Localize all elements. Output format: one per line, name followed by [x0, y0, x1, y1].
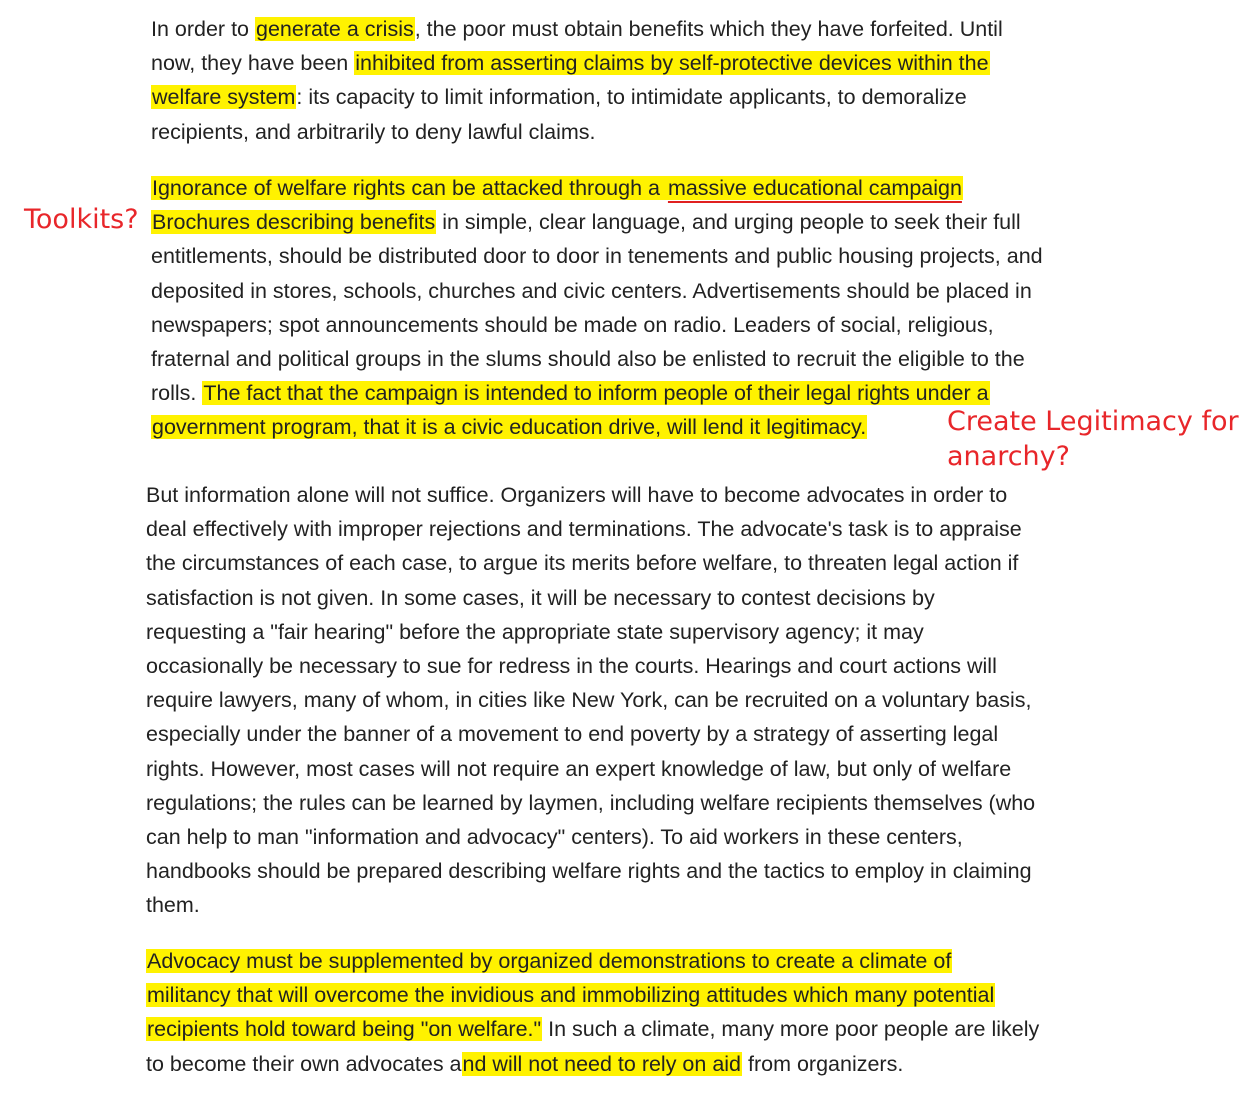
- highlight: The fact that the campaign is intended to inform people of their legal rights under a: [203, 381, 989, 406]
- highlight: Ignorance of welfare rights can be attacked through a: [152, 176, 666, 200]
- annotation-legitimacy-line-2: anarchy?: [947, 441, 1070, 472]
- paragraph-2: [151, 171, 1043, 445]
- paragraph-4: [146, 944, 1039, 1081]
- highlight: nd will not need to rely on aid: [462, 1051, 742, 1076]
- paragraph-1-line-2: now, they have been inhibited from asserting claims by self-protective devices within the: [151, 51, 989, 76]
- paragraph-2-line-4: deposited in stores, schools, churches and civic centers. Advertisements should be placed in: [151, 278, 1032, 303]
- paragraph-3-line: regulations; the rules can be learned by laymen, including welfare recipients themselves (who: [146, 790, 1036, 815]
- paragraph-3-line: them.: [146, 893, 200, 918]
- paragraph-4-line-3: recipients hold toward being "on welfare." In such a climate, many more poor people are likely: [147, 1017, 1040, 1042]
- paragraph-2-line-6: fraternal and political groups in the slums should also be enlisted to recruit the eligible to the: [151, 346, 1025, 371]
- paragraph-3-line: rights. However, most cases will not require an expert knowledge of law, but only of welfare: [146, 756, 1012, 781]
- highlight: welfare system: [152, 85, 296, 110]
- highlight: Advocacy must be supplemented by organized demonstrations to create a climate of: [147, 949, 952, 973]
- underlined-highlight: massive educational campaign: [667, 176, 962, 200]
- annotation-legitimacy-line-1: Create Legitimacy for: [947, 406, 1239, 437]
- paragraph-3: [146, 478, 1035, 922]
- paragraph-3-line: deal effectively with improper rejections and terminations. The advocate's task is to appraise: [146, 517, 1022, 542]
- paragraph-2-line-8: [151, 410, 1043, 444]
- paragraph-3-line: require lawyers, many of whom, in cities like New York, can be recruited on a voluntary basis,: [146, 688, 1032, 713]
- highlight: generate a crisis: [255, 17, 414, 41]
- paragraph-2-line-1: [151, 171, 1043, 205]
- paragraph-4-line-2: [146, 978, 1039, 1012]
- paragraph-4-line-4: to become their own advocates and will not need to rely on aid from organizers.: [146, 1051, 904, 1076]
- paragraph-2-line-5: newspapers; spot announcements should be made on radio. Leaders of social, religious,: [151, 312, 994, 337]
- paragraph-1: [151, 12, 1003, 149]
- highlight: government program, that it is a civic education drive, will lend it legitimacy.: [152, 415, 867, 440]
- highlight: militancy that will overcome the invidious and immobilizing attitudes which many potential: [147, 983, 995, 1008]
- highlight: recipients hold toward being "on welfare.": [147, 1017, 542, 1042]
- highlight: Brochures describing benefits: [152, 210, 436, 235]
- annotation-toolkits: Toolkits?: [24, 204, 139, 235]
- paragraph-3-line: handbooks should be prepared describing welfare rights and the tactics to employ in claiming: [146, 859, 1032, 884]
- paragraph-3-line: the circumstances of each case, to argue its merits before welfare, to threaten legal action if: [146, 551, 1019, 576]
- paragraph-2-line-7: rolls. The fact that the campaign is intended to inform people of their legal rights under a: [151, 381, 989, 406]
- paragraph-3-line: But information alone will not suffice. Organizers will have to become advocates in order to: [146, 483, 1008, 507]
- paragraph-3-line: especially under the banner of a movement to end poverty by a strategy of asserting legal: [146, 722, 999, 747]
- paragraph-3-line: requesting a "fair hearing" before the appropriate state supervisory agency; it may: [146, 619, 924, 644]
- paragraph-3-line: occasionally be necessary to sue for redress in the courts. Hearings and court actions will: [146, 653, 997, 678]
- paragraph-3-line: can help to man "information and advocacy" centers). To aid workers in these centers,: [146, 824, 963, 849]
- paragraph-2-line-3: entitlements, should be distributed door to door in tenements and public housing projects, and: [151, 244, 1043, 269]
- paragraph-1-line-1: In order to generate a crisis, the poor must obtain benefits which they have forfeited. Until: [151, 17, 1003, 41]
- highlight: inhibited from asserting claims by self-protective devices within the: [355, 51, 989, 76]
- paragraph-4-line-1: [146, 944, 1039, 978]
- paragraph-3-line: satisfaction is not given. In some cases, it will be necessary to contest decisions by: [146, 585, 935, 610]
- paragraph-1-line-4: recipients, and arbitrarily to deny lawful claims.: [151, 119, 596, 144]
- paragraph-1-line-3: welfare system: its capacity to limit information, to intimidate applicants, to demoralize: [152, 85, 967, 110]
- paragraph-2-line-2: Brochures describing benefits in simple, clear language, and urging people to seek their full: [152, 210, 1021, 235]
